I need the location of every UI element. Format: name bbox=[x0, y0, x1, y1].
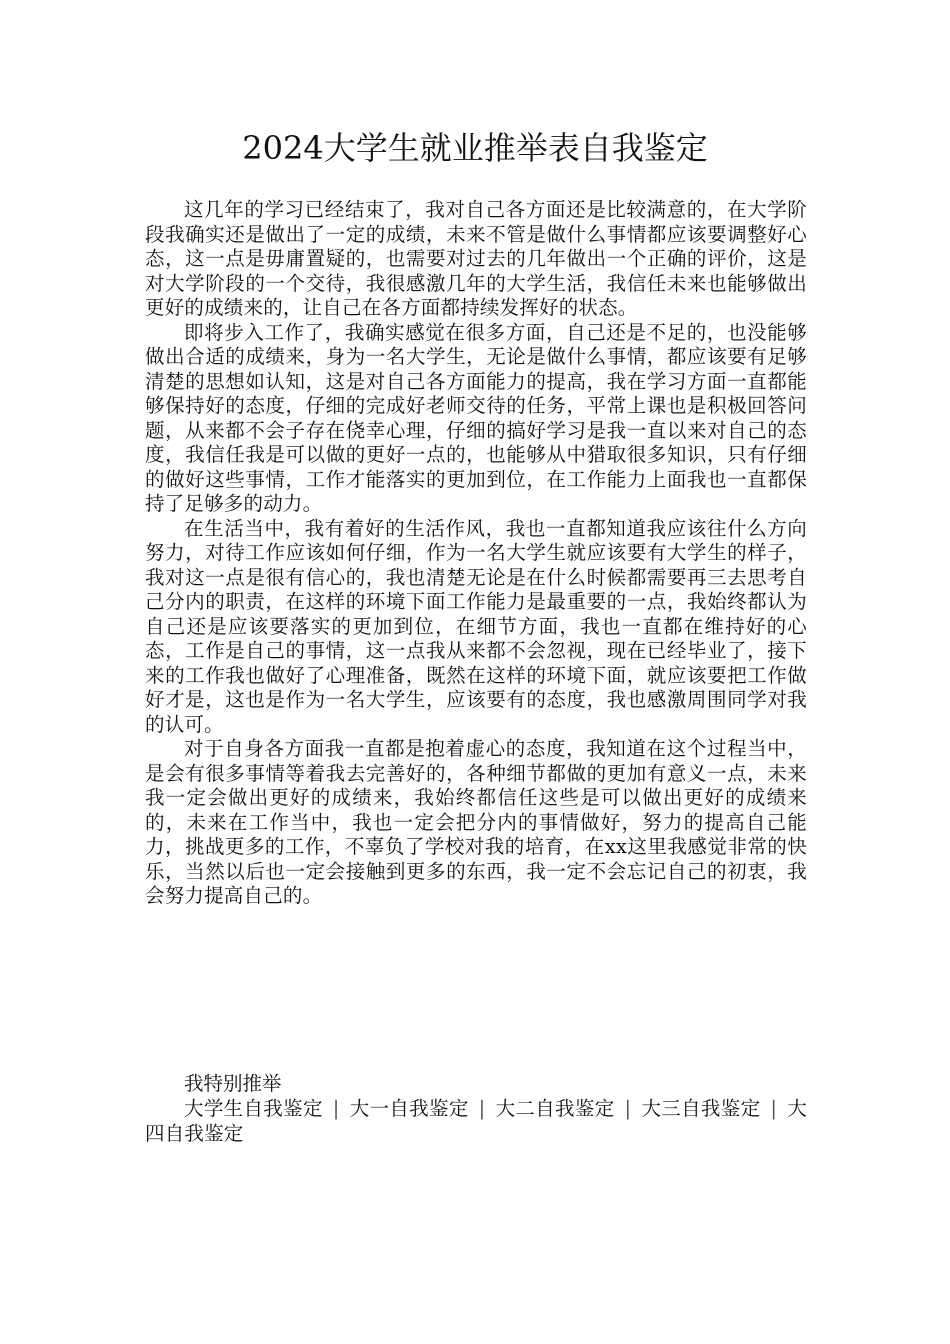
paragraph-4: 对于自身各方面我一直都是抱着虚心的态度，我知道在这个过程当中，是会有很多事情等着我去完善好的，各种细节都做的更加有意义一点，未来我一定会做出更好的成绩来，我始终都信任这些是可以做出更好的成绩来的，未来在工作当中，我也一定会把分内的事情做好，努力的提高自己能力，挑战更多的工作，不辜负了学校对我的培育，在xx这里我感觉非常的快乐，当然以后也一定会接触到更多的东西，我一定不会忘记自己的初衷，我会努力提高自己的。 bbox=[145, 737, 807, 907]
recommend-links bbox=[145, 1096, 807, 1146]
paragraph-3: 在生活当中，我有着好的生活作风，我也一直都知道我应该往什么方向努力，对待工作应该如何仔细，作为一名大学生就应该要有大学生的样子，我对这一点是很有信心的，我也清楚无论是在什么时候都需要再三去思考自己分内的职责，在这样的环境下面工作能力是最重要的一点，我始终都认为自己还是应该要落实的更加到位，在细节方面，我也一直都在维持好的心态，工作是自己的事情，这一点我从来都不会忽视，现在已经毕业了，接下来的工作我也做好了心理准备，既然在这样的环境下面，就应该要把工作做好才是，这也是作为一名大学生，应该要有的态度，我也感激周围同学对我的认可。 bbox=[145, 516, 807, 736]
link-separator: | bbox=[332, 1097, 340, 1120]
link-freshman-self-appraisal[interactable]: 大一自我鉴定 bbox=[349, 1097, 469, 1120]
link-junior-self-appraisal[interactable]: 大三自我鉴定 bbox=[641, 1097, 761, 1120]
link-separator: | bbox=[624, 1097, 632, 1120]
link-senior-self-appraisal[interactable]: 大四自我鉴定 bbox=[145, 1097, 808, 1145]
link-college-self-appraisal[interactable]: 大学生自我鉴定 bbox=[184, 1097, 323, 1120]
recommend-heading: 我特别推举 bbox=[184, 1072, 282, 1095]
document-body bbox=[145, 198, 807, 909]
link-sophomore-self-appraisal[interactable]: 大二自我鉴定 bbox=[495, 1097, 615, 1120]
recommend-section bbox=[145, 1071, 807, 1146]
link-separator: | bbox=[770, 1097, 778, 1120]
paragraph-1: 这几年的学习已经结束了，我对自己各方面还是比较满意的，在大学阶段我确实还是做出了一定的成绩，未来不管是做什么事情都应该要调整好心态，这一点是毋庸置疑的，也需要对过去的几年做出一个正确的评价，这是对大学阶段的一个交待，我很感激几年的大学生活，我信任未来也能够做出更好的成绩来的，让自己在各方面都持续发挥好的状态。 bbox=[145, 198, 807, 319]
paragraph-2: 即将步入工作了，我确实感觉在很多方面，自己还是不足的，也没能够做出合适的成绩来，身为一名大学生，无论是做什么事情，都应该要有足够清楚的思想如认知，这是对自己各方面能力的提高，我在学习方面一直都能够保持好的态度，仔细的完成好老师交待的任务，平常上课也是积极回答问题，从来都不会子存在侥幸心理，仔细的搞好学习是我一直以来对自己的态度，我信任我是可以做的更好一点的，也能够从中猎取很多知识，只有仔细的做好这些事情，工作才能落实的更加到位，在工作能力上面我也一直都保持了足够多的动力。 bbox=[145, 320, 807, 515]
link-separator: | bbox=[478, 1097, 486, 1120]
document-title: 2024大学生就业推举表自我鉴定 bbox=[242, 129, 708, 167]
